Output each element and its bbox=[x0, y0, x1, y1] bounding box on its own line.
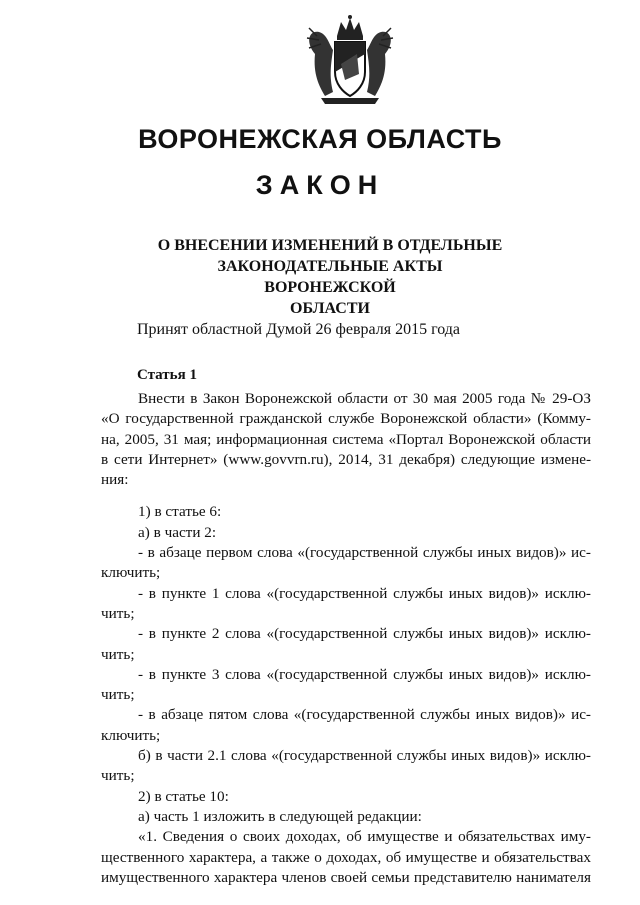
text-line: щественного характера, а также о доходах, об имуществе и обязательствах bbox=[101, 848, 591, 866]
text-line: - в пункте 2 слова «(государственной службы иных видов)» исклю- bbox=[138, 625, 591, 643]
text-line: - в абзаце первом слова «(государственной службы иных видов)» ис- bbox=[138, 544, 591, 562]
coat-of-arms-emblem bbox=[295, 14, 405, 106]
article-body bbox=[101, 389, 591, 888]
adoption-date: Принят областной Думой 26 февраля 2015 года bbox=[137, 321, 461, 338]
text-line: 2) в статье 10: bbox=[138, 787, 229, 805]
text-line: - в пункте 3 слова «(государственной службы иных видов)» исклю- bbox=[138, 665, 591, 683]
text-line: - в пункте 1 слова «(государственной службы иных видов)» исклю- bbox=[138, 584, 591, 602]
law-subject bbox=[150, 235, 510, 319]
text-line: а) в части 2: bbox=[138, 523, 217, 541]
text-line: ключить; bbox=[101, 726, 161, 744]
law-title: ЗАКОН bbox=[255, 170, 385, 200]
text-line: в сети Интернет» (www.govvrn.ru), 2014, 31 декабря) следующие измене- bbox=[101, 450, 591, 468]
text-line: «1. Сведения о своих доходах, об имуществе и обязательствах иму- bbox=[138, 828, 591, 846]
text-line: ния: bbox=[101, 471, 129, 489]
text-line: б) в части 2.1 слова «(государственной службы иных видов)» исклю- bbox=[138, 747, 591, 765]
text-line: чить; bbox=[101, 604, 135, 622]
region-title: ВОРОНЕЖСКАЯ ОБЛАСТЬ bbox=[138, 124, 502, 154]
text-line: а) часть 1 изложить в следующей редакции: bbox=[138, 807, 422, 825]
text-line: имущественного характера членов своей семьи представителю нанимателя bbox=[101, 868, 591, 886]
text-line: ключить; bbox=[101, 564, 161, 582]
text-line: чить; bbox=[101, 645, 135, 663]
text-line: чить; bbox=[101, 767, 135, 785]
text-line: - в абзаце пятом слова «(государственной службы иных видов)» ис- bbox=[138, 706, 591, 724]
law-subject-line: ЗАКОНОДАТЕЛЬНЫЕ АКТЫ ВОРОНЕЖСКОЙ bbox=[217, 258, 443, 296]
text-line: 1) в статье 6: bbox=[138, 503, 222, 521]
text-line: на, 2005, 31 мая; информационная система «Портал Воронежской области bbox=[101, 430, 591, 448]
paragraph-gap bbox=[101, 490, 591, 502]
article-heading: Статья 1 bbox=[137, 367, 197, 383]
law-subject-line: О ВНЕСЕНИИ ИЗМЕНЕНИЙ В ОТДЕЛЬНЫЕ bbox=[157, 237, 503, 254]
text-line: «О государственной гражданской службе Воронежской области» (Комму- bbox=[101, 410, 591, 428]
law-subject-line: ОБЛАСТИ bbox=[290, 300, 370, 317]
text-line: чить; bbox=[101, 686, 135, 704]
text-line: Внести в Закон Воронежской области от 30 мая 2005 года № 29-ОЗ bbox=[138, 390, 591, 407]
